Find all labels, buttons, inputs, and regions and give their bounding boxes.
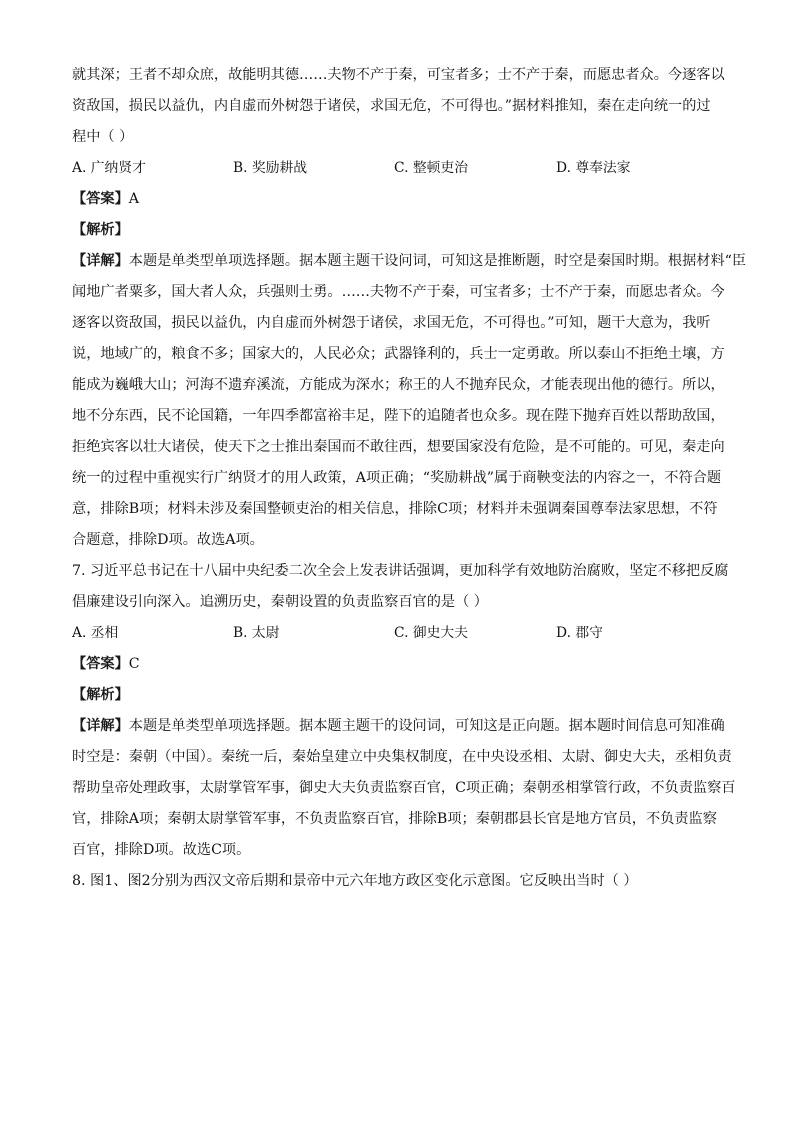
detail-first-line [72, 711, 725, 742]
detail-line: 意，排除B项；材料未涉及秦国整顿吏治的相关信息，排除C项；材料并未强调秦国尊奉法家思想，不符 [72, 501, 718, 517]
detail-line: 合题意，排除D项。故选A项。 [72, 532, 264, 548]
document-page [72, 60, 747, 897]
answer-line [72, 184, 722, 215]
detail-text: 本题是单类型单项选择题。据本题主题干的设问词，可知这是正向题。据本题时间信息可知准确 [128, 718, 725, 734]
question-7 [72, 556, 736, 866]
answer-label: 【答案】 [72, 656, 129, 672]
detail-line: 帮助皇帝处理政事，太尉掌管军事，御史大夫负责监察百官，C项正确；秦朝丞相掌管行政，不负责监察百 [72, 780, 736, 796]
question-stem-line: 就其深；王者不却众庶，故能明其德……夫物不产于秦，可宝者多；士不产于秦，而愿忠者众。今逐客以 [72, 67, 725, 83]
detail-line: 说，地域广的，粮食不多；国家大的，人民必众；武器锋利的，兵士一定勇敢。所以泰山不拒绝土壤，方 [72, 346, 725, 362]
detail-line: 百官，排除D项。故选C项。 [72, 842, 251, 858]
detail-line: 闻地广者粟多，国大者人众，兵强则士勇。……夫物不产于秦，可宝者多；士不产于秦，而愿忠者众。今 [72, 284, 725, 300]
question-8 [72, 866, 722, 897]
question-stem-line: 8. 图1、图2分别为西汉文帝后期和景帝中元六年地方政区变化示意图。它反映出当时（ ） [72, 873, 638, 889]
detail-line: 时空是：秦朝（中国）。秦统一后，秦始皇建立中央集权制度，在中央设丞相、太尉、御史大夫，丞相负责 [72, 749, 732, 765]
detail-text: 本题是单类型单项选择题。据本题主题干设问词，可知这是推断题，时空是秦国时期。根据材料“臣 [128, 253, 747, 269]
answer-value: C [128, 656, 140, 672]
detail-line: 能成为巍峨大山；河海不遗弃溪流，方能成为深水；称王的人不抛弃民众，才能表现出他的德行。所以， [72, 377, 725, 393]
analysis-label: 【解析】 [72, 687, 129, 703]
answer-line [72, 649, 722, 680]
option-b: B. 太尉 [233, 625, 280, 641]
options-row [72, 618, 722, 649]
analysis-line [72, 680, 722, 711]
analysis-label: 【解析】 [72, 222, 129, 238]
detail-line: 拒绝宾客以壮大诸侯，使天下之士推出秦国而不敢往西，想要国家没有危险，是不可能的。可见，秦走向 [72, 439, 725, 455]
answer-label: 【答案】 [72, 191, 129, 207]
option-a: A. 丞相 [72, 625, 119, 641]
option-d: D. 郡守 [556, 625, 603, 641]
question-6 [72, 60, 747, 556]
answer-value: A [128, 191, 140, 207]
detail-line: 官，排除A项；秦朝太尉掌管军事，不负责监察百官，排除B项；秦朝郡县长官是地方官员，不负责监察 [72, 811, 717, 827]
option-d: D. 尊奉法家 [556, 160, 631, 176]
detail-line: 统一的过程中重视实行广纳贤才的用人政策，A项正确；“奖励耕战”属于商鞅变法的内容之一，不符合题 [72, 470, 722, 486]
option-a: A. 广纳贤才 [72, 160, 146, 176]
option-b: B. 奖励耕战 [233, 160, 308, 176]
detail-first-line [72, 246, 747, 277]
option-c: C. 整顿吏治 [394, 160, 469, 176]
detail-line: 逐客以资敌国，损民以益仇，内自虚而外树怨于诸侯，求国无危，不可得也。”可知，题干大意为，我听 [72, 315, 711, 331]
analysis-line [72, 215, 722, 246]
option-c: C. 御史大夫 [394, 625, 469, 641]
question-stem-line: 程中（ ） [72, 129, 134, 145]
question-stem-line: 7. 习近平总书记在十八届中央纪委二次全会上发表讲话强调，更加科学有效地防治腐败，坚定不移把反腐 [72, 563, 729, 579]
detail-label: 【详解】 [72, 718, 129, 734]
options-row [72, 153, 722, 184]
question-stem-line: 倡廉建设引向深入。追溯历史，秦朝设置的负责监察百官的是（ ） [72, 594, 488, 610]
question-stem-line: 资敌国，损民以益仇，内自虚而外树怨于诸侯，求国无危，不可得也。”据材料推知，秦在走向统一的过 [72, 98, 711, 114]
detail-label: 【详解】 [72, 253, 129, 269]
detail-line: 地不分东西，民不论国籍，一年四季都富裕丰足，陛下的追随者也众多。现在陛下抛弃百姓以帮助敌国， [72, 408, 725, 424]
